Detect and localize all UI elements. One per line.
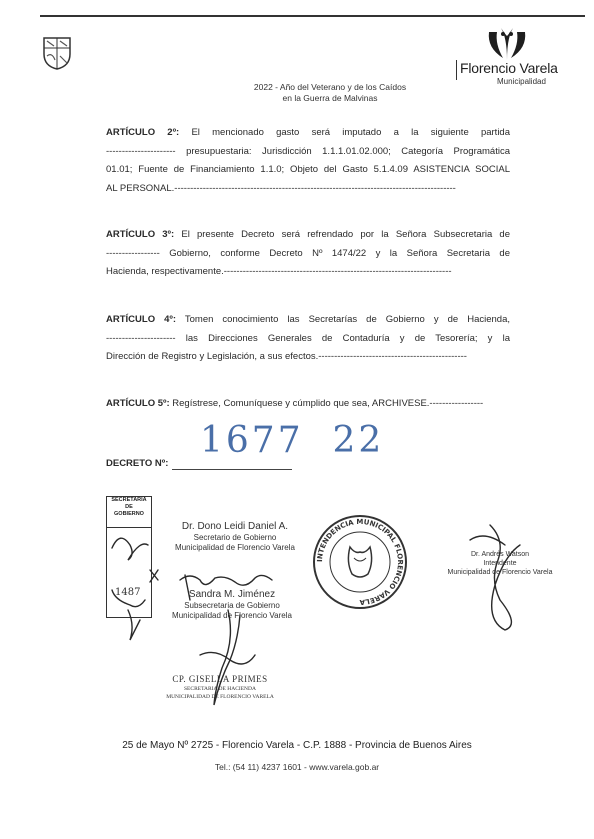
- decree-label: DECRETO Nº:: [106, 458, 169, 469]
- stamp-line: DE: [125, 504, 133, 510]
- signer-role: Secretario de Gobierno: [193, 532, 277, 542]
- signature-secretario: [170, 522, 300, 554]
- signer-org: Municipalidad de Florencio Varela: [447, 569, 553, 576]
- article-2: [106, 124, 510, 198]
- signer-name: CP. GISELLA PRIMES: [172, 674, 268, 684]
- logo-divider: [456, 60, 457, 80]
- article-line: Hacienda, respectivamente.------------------------------------------------------------------------: [106, 266, 452, 277]
- logo-subtitle: Municipalidad: [497, 77, 546, 86]
- article-5: [106, 395, 510, 414]
- article-line: ----------------- Gobierno, conforme Decreto Nº 1474/22 y la Señora Secretaria de: [106, 247, 510, 259]
- signature-intendente: [445, 550, 555, 577]
- article-line: ---------------------- presupuestaria: Jurisdicción 1.1.1.01.02.000; Categoría Programática: [106, 145, 510, 157]
- seal-text: INTENDENCIA MUNICIPAL FLORENCIO VARELA: [315, 517, 405, 607]
- article-line: [106, 226, 510, 245]
- article-3: [106, 226, 510, 282]
- florencio-varela-logo-icon: [485, 26, 529, 62]
- decree-number-stamp: [200, 420, 384, 461]
- article-4: [106, 311, 510, 367]
- article-text: Regístrese, Comuníquese y cúmplido que sea, ARCHIVESE.-----------------: [172, 398, 484, 409]
- stamp-number: 1487: [115, 587, 141, 598]
- decree-number: 1677: [200, 420, 304, 461]
- signer-org: Municipalidad de Florencio Varela: [175, 543, 295, 552]
- article-text: El presente Decreto será refrendado por la Señora Subsecretaria de: [181, 229, 510, 240]
- article-label: ARTÍCULO 4º:: [106, 314, 177, 325]
- signer-name: Dr. Andrés Watson: [470, 551, 530, 558]
- stamp-line: SECRETARIA: [111, 497, 147, 503]
- secretaria-stamp-box: [106, 496, 152, 618]
- article-line: ---------------------- las Direcciones Generales de Contaduría y de Tesorería; y la: [106, 332, 510, 344]
- signature-subsecretaria: [172, 590, 292, 622]
- article-line: [106, 311, 510, 330]
- year-motto-line1: 2022 - Año del Veterano y de los Caídos: [253, 82, 407, 92]
- article-line: Dirección de Registro y Legislación, a sus efectos.-----------------------------------------------: [106, 351, 467, 362]
- signer-name: Dr. Dono Leidi Daniel A.: [181, 521, 289, 532]
- article-line: [106, 395, 506, 414]
- signer-org: MUNICIPALIDAD DE FLORENCIO VARELA: [166, 693, 274, 700]
- article-label: ARTÍCULO 3º:: [106, 229, 175, 240]
- municipal-seal-icon: [310, 512, 410, 612]
- decree-underline: [172, 469, 292, 470]
- article-text: Tomen conocimiento las Secretarías de Gobierno y de Hacienda,: [184, 314, 510, 325]
- decree-year: 22: [332, 420, 385, 461]
- year-motto: [220, 82, 440, 104]
- year-motto-line2: en la Guerra de Malvinas: [282, 93, 378, 103]
- article-line: AL PERSONAL.-----------------------------------------------------------------------------------------: [106, 182, 456, 194]
- signer-name: Sandra M. Jiménez: [188, 589, 276, 600]
- signer-org: Municipalidad de Florencio Varela: [172, 611, 292, 620]
- article-line: 01.01; Fuente de Financiamiento 1.1.0; Objeto del Gasto 5.1.4.09 ASISTENCIA SOCIAL: [106, 164, 510, 175]
- footer-contact: Tel.: (54 11) 4237 1601 - www.varela.gob.ar: [214, 762, 380, 772]
- footer-address: 25 de Mayo Nº 2725 - Florencio Varela - C.P. 1888 - Provincia de Buenos Aires: [122, 740, 472, 751]
- signer-role: Intendente: [483, 560, 517, 567]
- top-rule: [40, 15, 585, 17]
- signature-secretaria-hacienda: [160, 674, 280, 701]
- logo-name: Florencio Varela: [460, 60, 558, 76]
- article-text: El mencionado gasto será imputado a la siguiente partida: [191, 127, 511, 138]
- signer-role: Subsecretaria de Gobierno: [184, 600, 280, 610]
- municipal-crest-icon: [42, 36, 72, 70]
- article-label: ARTÍCULO 2º:: [106, 127, 180, 138]
- stamp-header: [107, 497, 151, 528]
- article-label: ARTÍCULO 5º:: [106, 398, 170, 409]
- signer-role: SECRETARIA DE HACIENDA: [184, 685, 256, 692]
- stamp-line: GOBIERNO: [114, 511, 144, 517]
- article-line: [106, 124, 510, 143]
